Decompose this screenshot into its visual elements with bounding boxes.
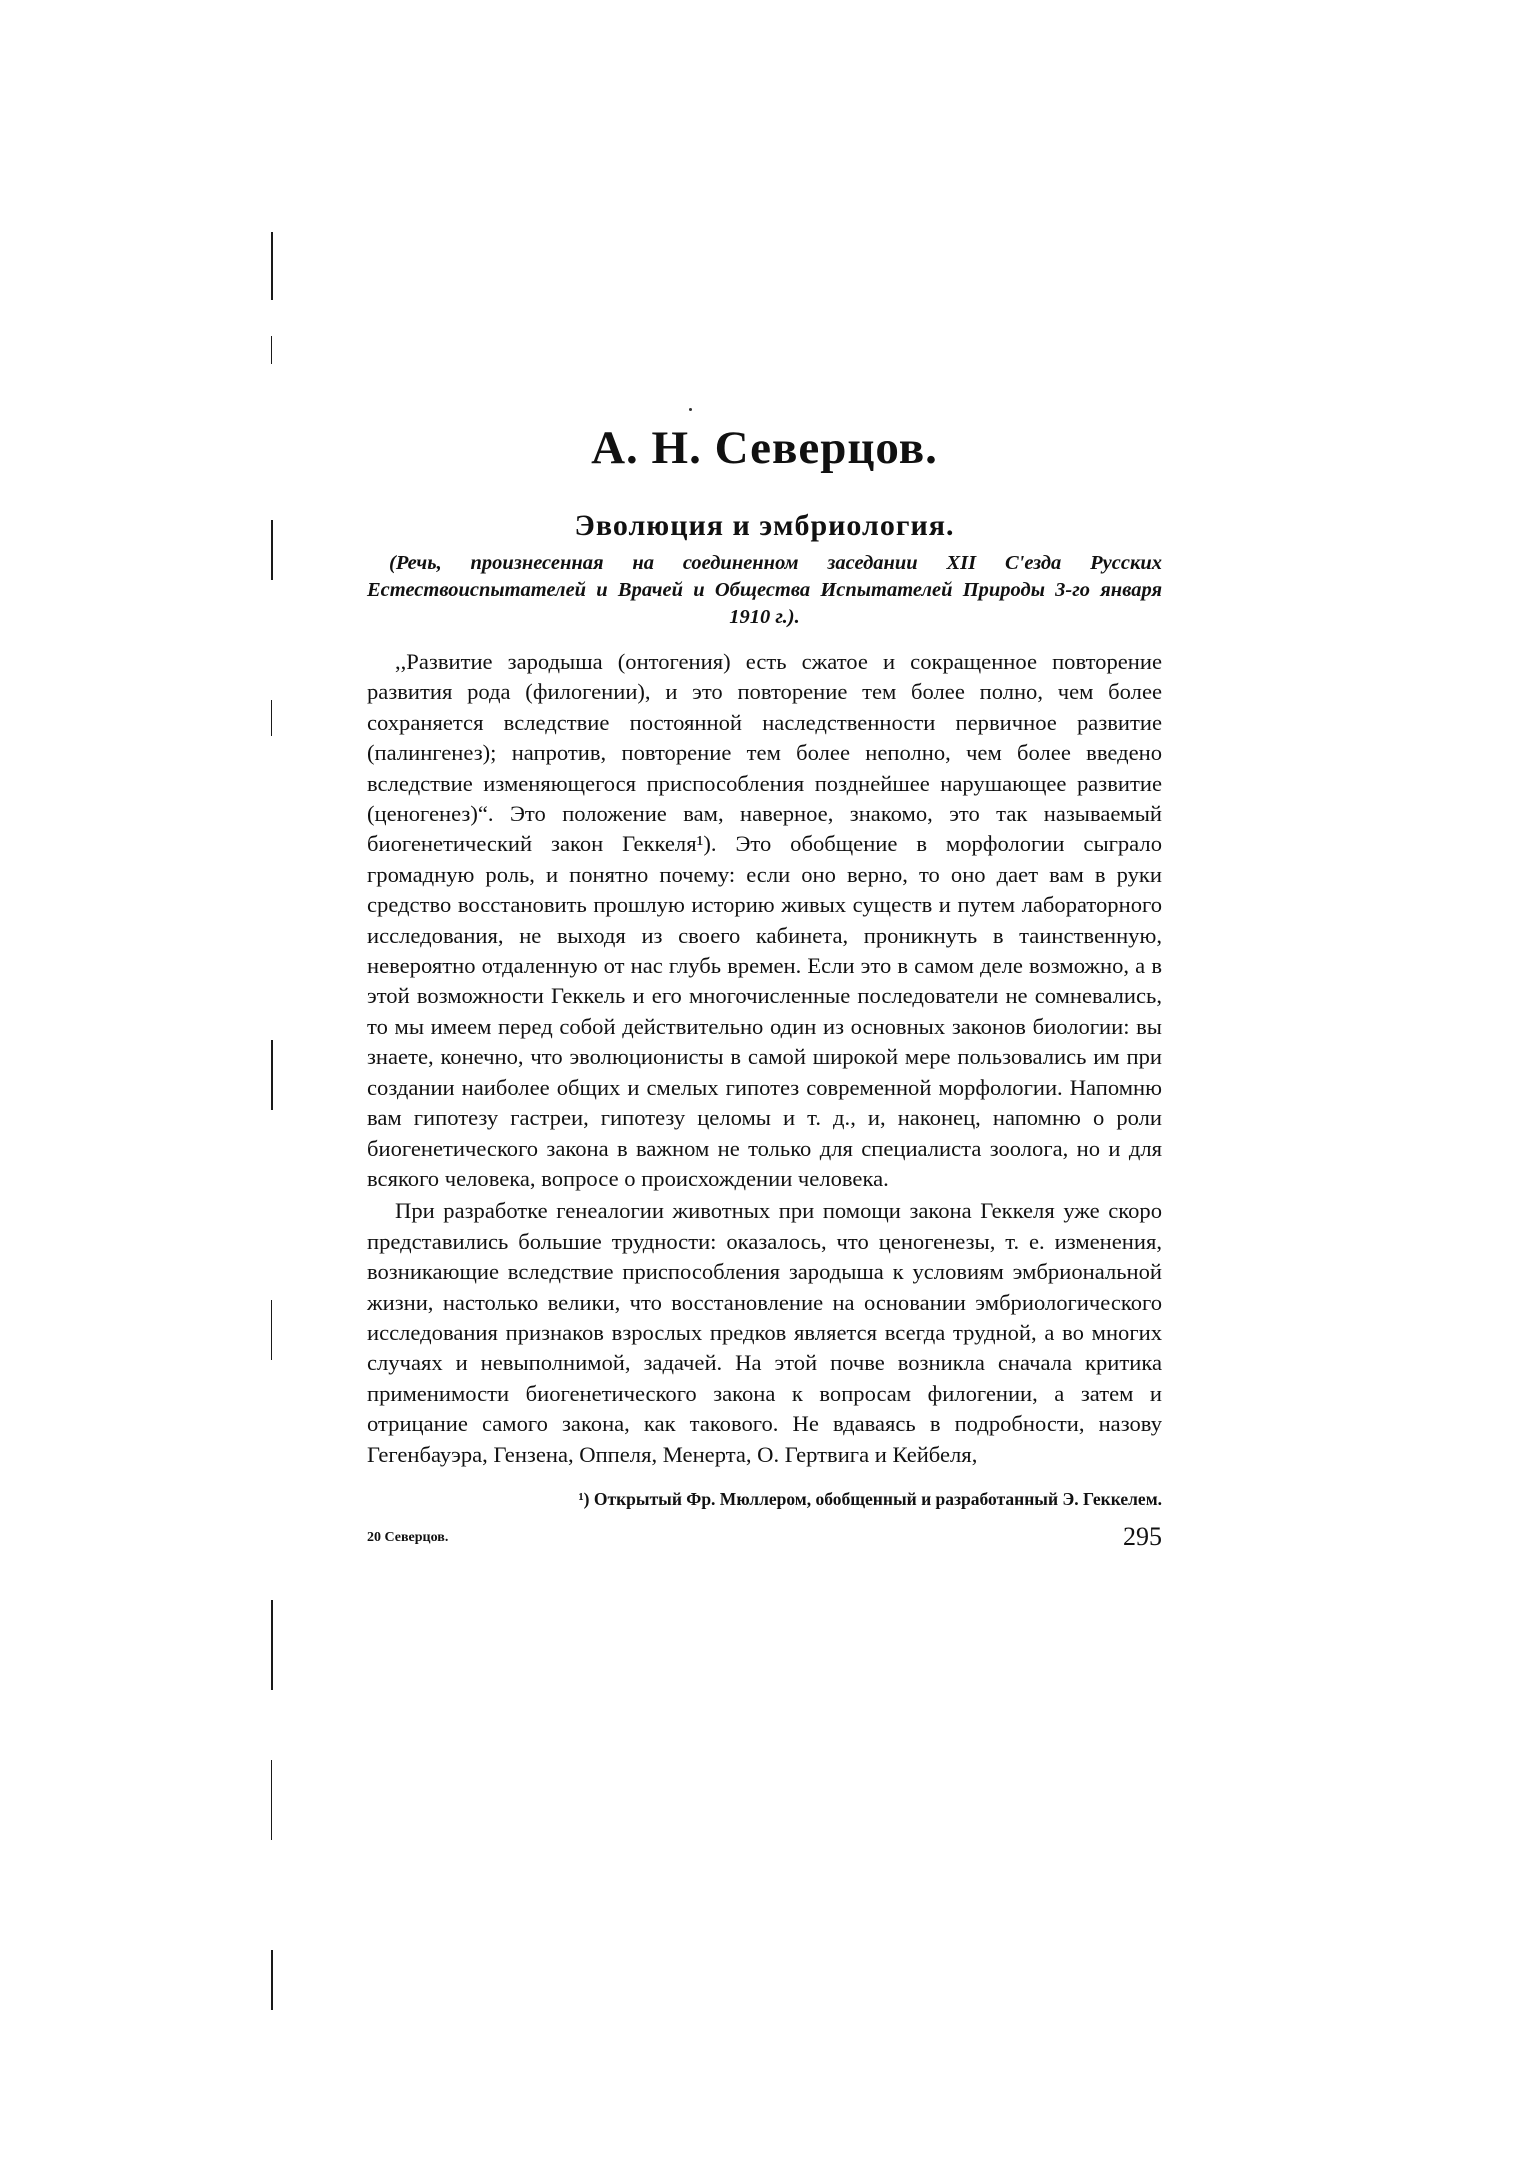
scan-edge-mark (271, 1300, 272, 1360)
printer-signature: 20 Северцов. (367, 1529, 449, 1545)
author-heading: А. Н. Северцов. (591, 422, 938, 474)
scan-edge-mark (271, 336, 272, 364)
page-number: 295 (1123, 1521, 1162, 1551)
scan-edge-mark (271, 1760, 272, 1840)
paragraph: При разработке генеалогии животных при помощи закона Геккеля уже скоро представились большие трудности: оказалось, что ценогенезы, т. е. изменения, возникающие вследствие приспособления зародыша к условиям эмбриональной жизни, настолько велики, что восстановление на основании эмбриологического исследования признаков взрослых предков является всегда трудной, а во многих случаях и невыполнимой, задачей. На этой почве возникла сначала критика применимости биогенетического закона к вопросам филогении, а затем и отрицание самого закона, как такового. Не вдаваясь в подробности, назову Гегенбауэра, Гензена, Оппеля, Менерта, О. Гертвига и Кейбеля, (367, 1198, 1162, 1467)
scan-edge-mark (271, 232, 273, 300)
document-page (367, 420, 1162, 1562)
scan-edge-mark (271, 1600, 273, 1690)
body-text (367, 647, 1162, 1470)
scan-speck (689, 408, 692, 411)
article-subtitle: (Речь, произнесенная на соединенном заседании XII С'езда Русских Естествоиспытателей и Врачей и Общества Испытателей Природы 3-го января 1910 г.). (367, 552, 1162, 628)
scan-edge-mark (271, 520, 273, 580)
paragraph: ,,Развитие зародыша (онтогения) есть сжатое и сокращенное повторение развития рода (филогении), и это повторение тем более полно, чем более сохраняется вследствие постоянной наследственности первичное развитие (палингенез); напротив, повторение тем более неполно, чем более введено вследствие изменяющегося приспособления позднейшее нарушающее развитие (ценогенез)“. Это положение вам, наверное, знакомо, это так называемый биогенетический закон Геккеля¹). Это обобщение в морфологии сыграло громадную роль, и понятно почему: если оно верно, то оно дает вам в руки средство восстановить прошлую историю живых существ и путем лабораторного исследования, не выходя из своего кабинета, проникнуть в таинственную, невероятно отдаленную от нас глубь времен. Если это в самом деле возможно, а в этой возможности Геккель и его многочисленные последователи не сомневались, то мы имеем перед собой действительно один из основных законов биологии: вы знаете, конечно, что эволюционисты в самой широкой мере пользовались им при создании наиболее общих и смелых гипотез современной морфологии. Напомню вам гипотезу гастреи, гипотезу целомы и т. д., и, наконец, напомню о роли биогенетического закона в важном не только для специалиста зоолога, но и для всякого человека, вопросе о происхождении человека. (367, 649, 1162, 1191)
scan-edge-mark (271, 1040, 273, 1110)
scan-edge-mark (271, 1950, 273, 2010)
article-title: Эволюция и эмбриология. (574, 509, 955, 542)
footnote: ¹) Открытый Фр. Мюллером, обобщенный и разработанный Э. Геккелем. (578, 1488, 1162, 1509)
page-footer (367, 1522, 1162, 1562)
scan-edge-mark (271, 700, 272, 736)
